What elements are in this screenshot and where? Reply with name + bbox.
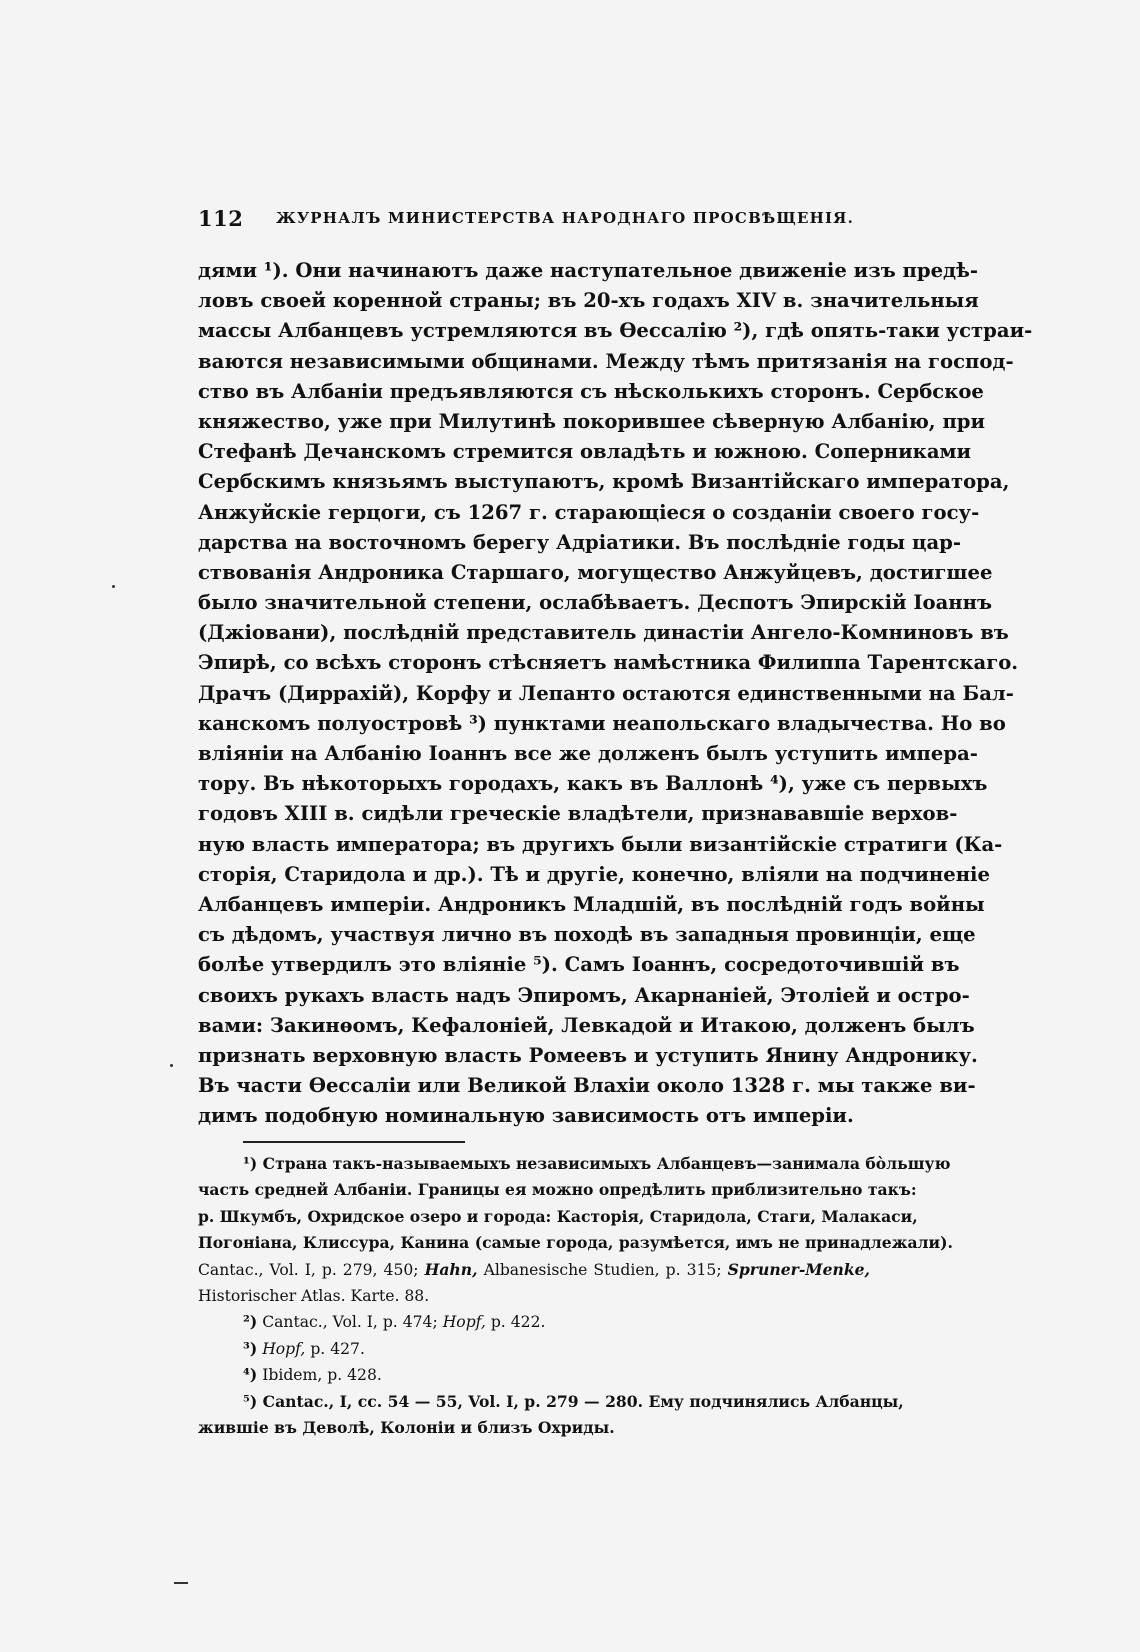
text-line: Сербскимъ князьямъ выступаютъ, кромѣ Византійскаго императора, [198,470,1010,494]
footnote-3 [198,1336,870,1362]
text-line: димъ подобную номинальную зависимость отъ имперіи. [198,1104,854,1128]
text-line: съ дѣдомъ, участвуя лично въ походѣ въ западныя провинціи, еще [198,923,976,947]
text-line: канскомъ полуостровѣ ³) пунктами неапольскаго владычества. Но во [198,711,1006,735]
text-line: Анжуйскіе герцоги, съ 1267 г. старающіеся о созданіи своего госу- [198,500,980,524]
main-text [198,256,1033,1131]
text-line: (Джіовани), послѣдній представитель династіи Ангело-Комниновъ въ [198,621,1009,645]
text-line: дями ¹). Они начинаютъ даже наступательное движеніе изъ предѣ- [198,259,979,282]
footnote-5-line [198,1389,904,1415]
text-line: княжество, уже при Милутинѣ покорившее сѣверную Албанію, при [198,409,986,433]
footnote-marker: ³) [243,1338,258,1358]
footnote-1-line [198,1257,870,1283]
text-line: тору. Въ нѣкоторыхъ городахъ, какъ въ Валлонѣ ⁴), уже съ первыхъ [198,772,988,796]
author-name: Spruner-Menke, [727,1259,870,1279]
footnote-divider [243,1141,465,1143]
text-line: годовъ XIII в. сидѣли греческіе владѣтели, признававшіе верхов- [198,802,958,826]
footnote-text: Страна такъ-называемыхъ независимыхъ Албанцевъ—занимала бо̀льшую [262,1154,951,1173]
footnote-1-line: р. Шкумбъ, Охридское озеро и города: Касторія, Старидола, Стаги, Малакаси, [198,1206,918,1226]
footnote-text: Cantac., I, cc. 54 — 55, Vol. I, p. 279 — 280. Ему подчинялись Албанцы, [262,1391,904,1411]
footnote-2 [198,1309,870,1335]
running-head: ЖУРНАЛЪ МИНИСТЕРСТВА НАРОДНАГО ПРОСВѢЩЕНІЯ. [276,209,855,227]
footnote-1-line: Historischer Atlas. Karte. 88. [198,1286,430,1305]
text-line: своихъ рукахъ власть надъ Эпиромъ, Акарнаніей, Этоліей и остро- [198,983,970,1007]
citation: p. 427. [310,1339,365,1358]
citation: Cantac., Vol. I, p. 474; [262,1313,438,1332]
footnote-marker: ²) [243,1312,258,1332]
text-line: ловъ своей коренной страны; въ 20-хъ годахъ XIV в. значительныя [198,289,979,313]
footnotes [198,1151,953,1441]
text-line: Албанцевъ имперіи. Андроникъ Младшій, въ послѣдній годъ войны [198,892,985,916]
text-line: Стефанѣ Дечанскомъ стремится овладѣть и южною. Соперниками [198,440,972,464]
text-line: Въ части Ѳессаліи или Великой Влахіи около 1328 г. мы также ви- [198,1074,976,1098]
footnote-5-line: жившіе въ Деволѣ, Колоніи и близъ Охриды. [198,1417,615,1437]
citation: Ibidem, p. 428. [262,1366,382,1385]
footnote-1-line: Погоніана, Клиссура, Канина (самые города, разумѣется, имъ не принадлежали). [198,1233,953,1253]
footnote-marker: ¹) [243,1154,258,1173]
author-name: Hopf, [442,1313,486,1332]
scan-speck [170,1064,173,1067]
text-line: было значительной степени, ослабѣваетъ. Деспотъ Эпирскій Іоаннъ [198,591,993,615]
footnote-marker: ⁴) [243,1365,258,1385]
text-line: признать верховную власть Ромеевъ и уступить Янину Андронику. [198,1043,978,1067]
text-line: Драчъ (Диррахій), Корфу и Лепанто остаются единственными на Бал- [198,681,1014,705]
author-name: Hopf, [262,1339,306,1358]
page-number: 112 [198,206,244,231]
citation: Albanesische Studien, p. 315; [483,1260,722,1279]
text-line: ную власть императора; въ другихъ были византійскіе стратиги (Ка- [198,832,1003,856]
scan-speck [112,585,115,588]
text-line: болѣе утвердилъ это вліяніе ⁵). Самъ Іоаннъ, сосредоточившій въ [198,953,960,977]
text-line: дарства на восточномъ берегу Адріатики. Въ послѣдніе годы цар- [198,530,961,554]
footnote-1-line [198,1151,951,1177]
scan-dash [174,1582,188,1584]
citation: Cantac., Vol. I, p. 279, 450; [198,1260,419,1279]
citation: p. 422. [490,1313,546,1332]
text-line: массы Албанцевъ устремляются въ Ѳессалію ²), гдѣ опять-таки устраи- [198,319,1033,343]
text-line: Эпирѣ, со всѣхъ сторонъ стѣсняетъ намѣстника Филиппа Тарентскаго. [198,651,1019,675]
text-line: ствованія Андроника Старшаго, могущество Анжуйцевъ, достигшее [198,560,993,584]
text-line: вами: Закинѳомъ, Кефалоніей, Левкадой и Итакою, долженъ былъ [198,1013,975,1037]
author-name: Hahn, [424,1259,478,1279]
text-line: ство въ Албаніи предъявляются съ нѣсколькихъ сторонъ. Сербское [198,379,984,403]
footnote-4 [198,1362,870,1388]
text-line: сторія, Старидола и др.). Тѣ и другіе, конечно, вліяли на подчиненіе [198,862,990,886]
page-header [198,206,870,236]
footnote-marker: ⁵) [243,1391,258,1411]
footnote-1-line: часть средней Албаніи. Границы ея можно опредѣлить приблизительно такъ: [198,1180,917,1200]
text-line: ваются независимыми общинами. Между тѣмъ притязанія на господ- [198,349,1014,373]
text-line: вліяніи на Албанію Іоаннъ все же долженъ былъ уступить импера- [198,742,978,765]
